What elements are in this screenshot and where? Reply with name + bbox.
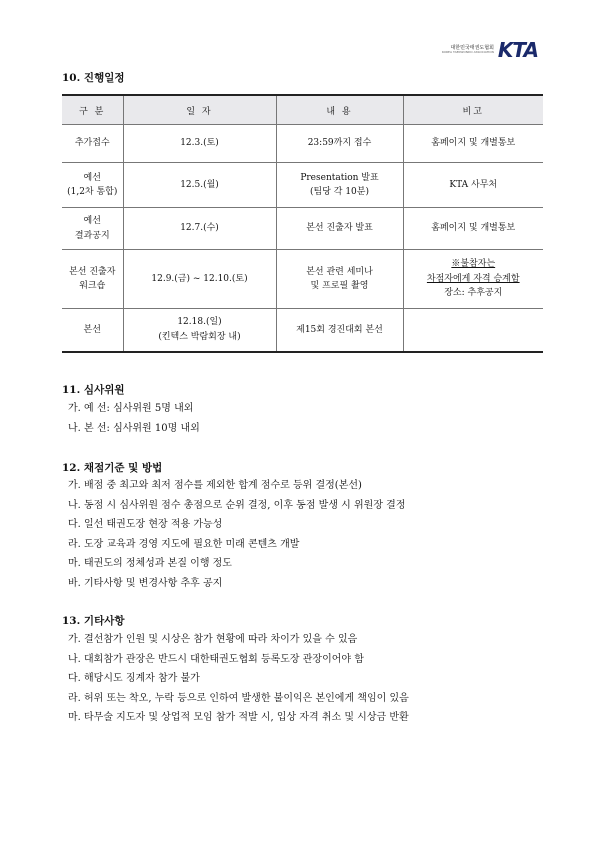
section-title-criteria: 12. 채점기준 및 방법 [62, 462, 163, 474]
judges-list [68, 399, 200, 438]
logo-org-english: KOREA TAEKWONDO ASSOCIATION [441, 50, 494, 55]
cell-date: 12.9.(금) ~ 12.10.(토) [123, 250, 276, 309]
cell-remarks: 홈페이지 및 개별통보 [403, 125, 543, 163]
cell-category: 예선 결과공지 [62, 208, 123, 250]
list-item: 가. 결선참가 인원 및 시상은 참가 현황에 따라 차이가 있을 수 있음 [68, 634, 358, 645]
cell-remarks: 홈페이지 및 개별통보 [403, 208, 543, 250]
list-item: 라. 도장 교육과 경영 지도에 필요한 미래 콘텐츠 개발 [68, 538, 300, 550]
cell-remarks: KTA 사무처 [403, 163, 543, 208]
table-row [62, 208, 543, 250]
header-date: 일 자 [123, 95, 276, 125]
cell-date: 12.3.(토) [123, 125, 276, 163]
misc-list [68, 630, 409, 728]
cell-remarks: ※불참자는 차점자에게 자격 승계함 장소: 추후공지 [403, 250, 543, 309]
header-content: 내 용 [276, 95, 403, 125]
header-category: 구 분 [62, 95, 123, 125]
cell-category: 본선 진출자 워크숍 [62, 250, 123, 309]
header-remarks: 비고 [403, 95, 543, 125]
table-row [62, 163, 543, 208]
list-item: 나. 본 선: 심사위원 10명 내외 [68, 422, 200, 434]
logo-mark: KTA [497, 38, 538, 62]
section-title-schedule: 10. 진행일정 [62, 72, 125, 84]
list-item: 가. 예 선: 심사위원 5명 내외 [68, 403, 194, 414]
list-item: 가. 배점 중 최고와 최저 점수를 제외한 합계 점수로 등위 결정(본선) [68, 480, 362, 491]
table-row [62, 309, 543, 352]
section-title-judges: 11. 심사위원 [62, 384, 125, 396]
list-item: 나. 동점 시 심사위원 점수 총점으로 순위 결정, 이후 동점 발생 시 위원장 결정 [68, 499, 406, 511]
schedule-table [62, 94, 543, 353]
cell-date: 12.18.(일) (킨텍스 박람회장 내) [123, 309, 276, 352]
list-item: 다. 해당시도 징계자 참가 불가 [68, 673, 200, 684]
cell-date: 12.7.(수) [123, 208, 276, 250]
cell-content: Presentation 발표 (팀당 각 10분) [276, 163, 403, 208]
cell-category: 본선 [62, 309, 123, 352]
section-title-misc: 13. 기타사항 [62, 615, 125, 627]
cell-category: 추가접수 [62, 125, 123, 163]
cell-date: 12.5.(월) [123, 163, 276, 208]
cell-content: 제15회 경진대회 본선 [276, 309, 403, 352]
list-item: 바. 기타사항 및 변경사항 추후 공지 [68, 577, 223, 589]
cell-content: 본선 진출자 발표 [276, 208, 403, 250]
table-row [62, 250, 543, 309]
table-row [62, 125, 543, 163]
cell-remarks [403, 309, 543, 352]
criteria-list [68, 476, 405, 593]
cell-content: 본선 관련 세미나 및 프로필 촬영 [276, 250, 403, 309]
list-item: 마. 타무술 지도자 및 상업적 모임 참가 적발 시, 입상 자격 취소 및 시상금 반환 [68, 712, 409, 723]
cell-category: 예선 (1,2차 통합) [62, 163, 123, 208]
list-item: 다. 일선 태권도장 현장 적용 가능성 [68, 519, 223, 530]
list-item: 라. 허위 또는 착오, 누락 등으로 인하여 발생한 불이익은 본인에게 책임이 있음 [68, 692, 409, 704]
list-item: 나. 대회참가 관장은 반드시 대한태권도협회 등록도장 관장이어야 함 [68, 653, 364, 665]
logo-org-korean: 대한민국태권도협회 [450, 44, 494, 51]
cell-content: 23:59까지 접수 [276, 125, 403, 163]
list-item: 마. 태권도의 정체성과 본질 이행 정도 [68, 558, 232, 569]
kta-logo [442, 38, 538, 62]
schedule-header-row [62, 95, 543, 125]
